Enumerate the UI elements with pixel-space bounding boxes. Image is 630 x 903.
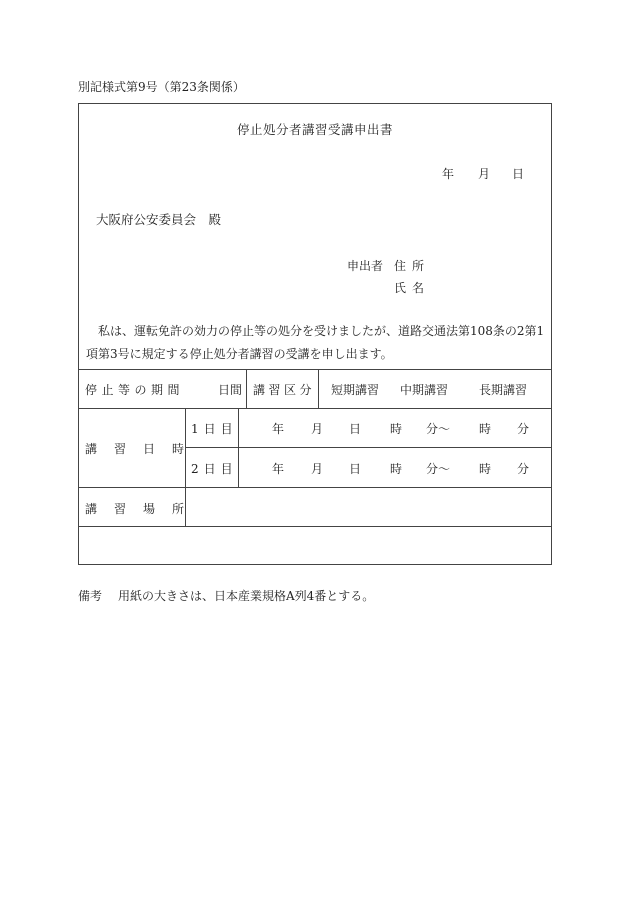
row-divider (185, 447, 552, 448)
day1-end-minute: 分 (517, 422, 530, 436)
day1-day: 日 (349, 422, 362, 436)
day1-month: 月 (311, 422, 324, 436)
name-label: 氏名 (394, 281, 431, 295)
short-course-option: 短期講習 (331, 383, 380, 397)
day2-end-minute: 分 (517, 462, 530, 476)
form-number: 別記様式第9号（第23条関係） (78, 80, 245, 94)
date-day-field: 日 (512, 167, 525, 181)
addressee: 大阪府公安委員会 殿 (96, 212, 222, 227)
day1-end-hour: 時 (479, 422, 492, 436)
address-label: 住所 (394, 259, 431, 273)
day2-year: 年 (272, 462, 285, 476)
day2-start-hour: 時 (390, 462, 403, 476)
day2-end-hour: 時 (479, 462, 492, 476)
day1-year: 年 (272, 422, 285, 436)
applicant-label: 申出者 (347, 259, 384, 273)
day1-start-minute: 分～ (426, 422, 451, 436)
table-top-border (78, 369, 552, 370)
remarks-label: 備考 (78, 589, 103, 603)
days-unit-label: 日間 (218, 383, 243, 397)
course-datetime-label: 講習日時 (85, 442, 202, 456)
column-divider (318, 369, 319, 408)
row-divider (78, 487, 552, 488)
day2-label: 2日目 (191, 462, 238, 476)
column-divider (246, 369, 247, 408)
long-course-option: 長期講習 (479, 383, 528, 397)
course-category-label: 講習区分 (253, 383, 316, 397)
date-month-field: 月 (478, 167, 491, 181)
row-divider (78, 526, 552, 527)
row-divider (78, 408, 552, 409)
day2-month: 月 (311, 462, 324, 476)
form-title: 停止処分者講習受講申出書 (236, 122, 393, 137)
date-year-field: 年 (442, 167, 455, 181)
column-divider (238, 408, 239, 487)
suspension-period-label: 停止等の期間 (85, 383, 185, 397)
remarks-text: 用紙の大きさは、日本産業規格A列4番とする。 (118, 589, 375, 603)
course-place-label: 講習場所 (85, 502, 202, 516)
day1-start-hour: 時 (390, 422, 403, 436)
day2-day: 日 (349, 462, 362, 476)
day1-label: 1日目 (191, 422, 238, 436)
application-statement: 私は、運転免許の効力の停止等の処分を受けましたが、道路交通法第108条の2第1項第3号に規定する停止処分者講習の受講を申し出ます。 (86, 324, 545, 361)
mid-course-option: 中期講習 (400, 383, 449, 397)
day2-start-minute: 分～ (426, 462, 451, 476)
